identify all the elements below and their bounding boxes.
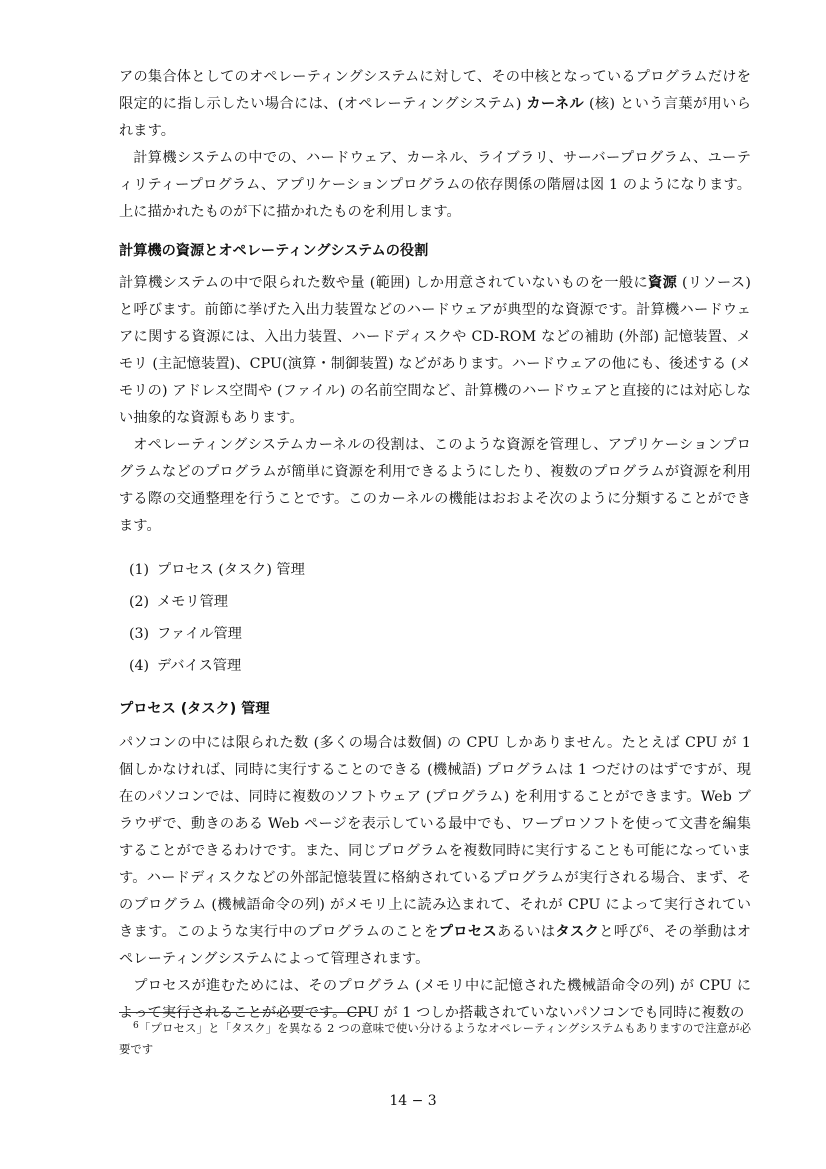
list-item-text: プロセス (タスク) 管理 bbox=[157, 562, 305, 578]
resources-text-end: (リソース) と呼びます。前節に挙げた入出力装置などのハードウェアが典型的な資源です。計算機ハードウェアに関する資源には、入出力装置、ハードディスクや CD-ROM などの補助 (外部) 記憶装置、メモリ (主記憶装置)、CPU(演算・制御装置) などがあります。ハードウェアの他にも、後述する (メモリの) アドレス空間や (ファイル) の名前空間など、計算機のハードウェアと直接的には対応しない抽象的な資源もあります。 bbox=[119, 275, 752, 426]
list-item-number: (4) bbox=[129, 658, 150, 674]
list-item-number: (2) bbox=[129, 594, 150, 610]
intro-text: アの集合体としてのオペレーティングシステムに対して、その中核となっているプログラムだけを限定的に指し示したい場合には、(オペレーティングシステム) bbox=[119, 69, 751, 112]
list-item-text: ファイル管理 bbox=[157, 626, 242, 642]
process-text: パソコンの中には限られた数 (多くの場合は数個) の CPU しかありません。たとえば CPU が 1 個しかなければ、同時に実行することのできる (機械語) プログラムは 1 つだけのはずですが、現在のパソコンでは、同時に複数のソフトウェア (プログラム) を利用することができます。Web ブラウザで、動きのある Web ページを表示している最中でも、ワープロソフトを使って文書を編集することができるわけです。また、同じプログラムを複数同時に実行することも可能になっています。ハードディスクなどの外部記憶装置に格納されているプログラムが実行される場合、まず、そのプログラム (機械語命令の列) がメモリ上に読み込まれて、それが CPU によって実行されていきます。このような実行中のプログラムのことを bbox=[119, 735, 752, 940]
process-paragraph-1 bbox=[119, 730, 751, 973]
list-item-number: (1) bbox=[129, 562, 150, 578]
resources-paragraph-2: オペレーティングシステムカーネルの役割は、このような資源を管理し、アプリケーションプログラムなどのプログラムが簡単に資源を利用できるようにしたり、複数のプログラムが資源を利用する際の交通整理を行うことです。このカーネルの機能はおおよそ次のように分類することができます。 bbox=[119, 437, 751, 534]
section-heading-process: プロセス (タスク) 管理 bbox=[119, 701, 270, 717]
resource-term: 資源 bbox=[648, 275, 678, 291]
list-item-text: デバイス管理 bbox=[157, 658, 242, 674]
task-term: タスク bbox=[555, 924, 600, 940]
process-text-call: と呼び bbox=[599, 924, 644, 940]
list-item bbox=[119, 618, 751, 650]
kernel-function-list bbox=[119, 554, 751, 682]
footnote-mark: 6 bbox=[133, 1021, 139, 1031]
kernel-term: カーネル bbox=[526, 96, 585, 112]
footnote-rule bbox=[119, 1012, 371, 1013]
intro-paragraph-2: 計算機システムの中での、ハードウェア、カーネル、ライブラリ、サーバープログラム、ユーティリティープログラム、アプリケーションプログラムの依存関係の階層は図 1 のようになります。上に描かれたものが下に描かれたものを利用します。 bbox=[119, 150, 751, 220]
footnote-ref[interactable]: 6 bbox=[643, 925, 649, 935]
list-item-text: メモリ管理 bbox=[157, 594, 228, 610]
footnote-text: 「プロセス」と「タスク」を異なる 2 つの意味で使い分けるようなオペレーティングシステムもありますので注意が必要です bbox=[119, 1021, 751, 1056]
list-item bbox=[119, 554, 751, 586]
intro-paragraph-1 bbox=[119, 64, 751, 145]
list-item bbox=[119, 586, 751, 618]
footnote bbox=[119, 1018, 751, 1060]
resources-text: 計算機システムの中で限られた数や量 (範囲) しか用意されていないものを一般に bbox=[119, 275, 649, 291]
list-item bbox=[119, 650, 751, 682]
intro-text-end: (核) という言葉が用いられます。 bbox=[119, 96, 751, 139]
section-heading-resources: 計算機の資源とオペレーティングシステムの役割 bbox=[119, 243, 429, 259]
process-term: プロセス bbox=[438, 924, 498, 940]
resources-paragraph-1 bbox=[119, 270, 751, 432]
process-paragraph-2: プロセスが進むためには、そのプログラム (メモリ中に記憶された機械語命令の列) が CPU によって実行されることが必要です。CPU が 1 つしか搭載されていないパソコンでも同時に複数の bbox=[119, 978, 751, 1021]
page-number: 14 − 3 bbox=[389, 1093, 437, 1109]
process-text-end: 、その挙動はオペレーティングシステムによって管理されます。 bbox=[119, 924, 751, 967]
process-text-mid: あるいは bbox=[497, 924, 556, 940]
page-body bbox=[119, 64, 751, 1027]
list-item-number: (3) bbox=[129, 626, 150, 642]
